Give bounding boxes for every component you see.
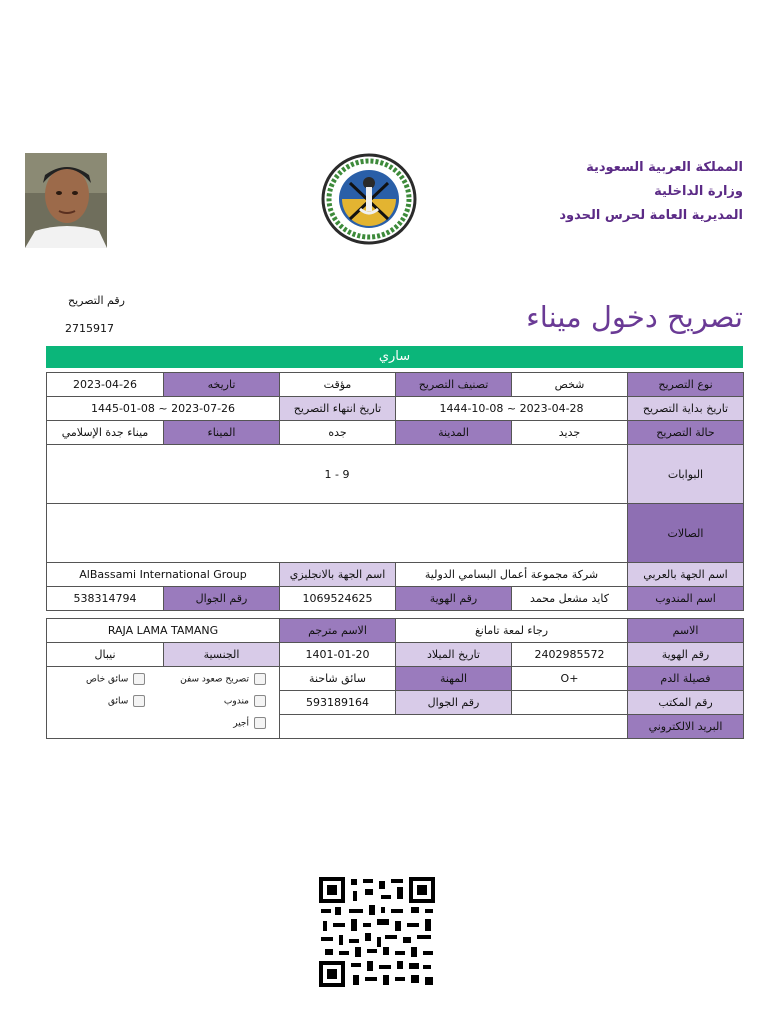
option-hired[interactable]: [233, 717, 266, 729]
permit-end-label: تاريخ انتهاء التصريح: [280, 397, 396, 421]
office-value: [512, 691, 628, 715]
checkbox[interactable]: [254, 673, 266, 685]
name-value: رجاء لمعة تامانغ: [396, 619, 628, 643]
permit-status-bar: ساري: [46, 346, 743, 368]
dob-value: 1401-01-20: [280, 643, 396, 667]
entity-ar-value: شركة مجموعة أعمال البسامي الدولية: [396, 563, 628, 587]
permit-details-table: [46, 372, 744, 611]
halls-value: [47, 504, 628, 563]
id-value: 2402985572: [512, 643, 628, 667]
org-line-directorate: المديرية العامة لحرس الحدود: [559, 208, 743, 223]
gates-value: 9 - 1: [47, 445, 628, 504]
option-label: سائق خاص: [86, 674, 129, 685]
table-row: [47, 445, 744, 504]
option-private-driver[interactable]: [86, 673, 145, 685]
org-line-ministry: وزارة الداخلية: [654, 184, 743, 199]
blood-label: فصيلة الدم: [628, 667, 744, 691]
office-label: رقم المكتب: [628, 691, 744, 715]
rep-label: اسم المندوب: [628, 587, 744, 611]
qr-code: [319, 877, 435, 987]
table-row: [47, 504, 744, 563]
page-title: تصريح دخول ميناء: [526, 300, 743, 334]
permit-number: 2715917: [65, 322, 114, 335]
email-label: البريد الالكتروني: [628, 715, 744, 739]
port-label: الميناء: [164, 421, 280, 445]
border-guard-emblem: [320, 153, 418, 245]
permit-type-value: شخص: [512, 373, 628, 397]
option-ship-boarding[interactable]: [180, 673, 266, 685]
permit-class-label: تصنيف التصريح: [396, 373, 512, 397]
permit-state-label: حالة التصريح: [628, 421, 744, 445]
issuing-authority: [559, 156, 743, 228]
table-row: [47, 619, 744, 643]
option-label: تصريح صعود سفن: [180, 674, 249, 685]
name-label: الاسم: [628, 619, 744, 643]
entity-en-label: اسم الجهة بالانجليزي: [280, 563, 396, 587]
mobile-value: 593189164: [280, 691, 396, 715]
city-label: المدينة: [396, 421, 512, 445]
rep-id-value: 1069524625: [280, 587, 396, 611]
option-label: مندوب: [223, 696, 249, 707]
org-line-kingdom: المملكة العربية السعودية: [586, 160, 743, 175]
permit-date-value: 2023-04-26: [47, 373, 164, 397]
mobile-label: رقم الجوال: [396, 691, 512, 715]
nationality-label: الجنسية: [164, 643, 280, 667]
permit-start-label: تاريخ بداية التصريح: [628, 397, 744, 421]
table-row: [47, 667, 744, 691]
rep-mobile-value: 538314794: [47, 587, 164, 611]
permit-class-value: مؤقت: [280, 373, 396, 397]
entity-en-value: AlBassami International Group: [47, 563, 280, 587]
city-value: جده: [280, 421, 396, 445]
option-delegate[interactable]: [224, 695, 266, 707]
permit-date-label: تاريخه: [164, 373, 280, 397]
option-label: أجير: [233, 718, 249, 729]
table-row: [47, 373, 744, 397]
checkbox[interactable]: [254, 717, 266, 729]
entity-ar-label: اسم الجهة بالعربي: [628, 563, 744, 587]
dob-label: تاريخ الميلاد: [396, 643, 512, 667]
permit-number-label: رقم التصريح: [68, 294, 125, 307]
job-value: سائق شاحنة: [280, 667, 396, 691]
option-label: سائق: [108, 696, 129, 707]
rep-id-label: رقم الهوية: [396, 587, 512, 611]
table-row: [47, 421, 744, 445]
port-value: ميناء جدة الإسلامي: [47, 421, 164, 445]
email-value: [280, 715, 628, 739]
job-label: المهنة: [396, 667, 512, 691]
person-details-table: [46, 618, 744, 739]
holder-photo: [25, 153, 107, 248]
permit-start-value: 2023-04-28 ~ 1444-10-08: [396, 397, 628, 421]
halls-label: الصالات: [628, 504, 744, 563]
rep-mobile-label: رقم الجوال: [164, 587, 280, 611]
table-row: [47, 587, 744, 611]
translated-name-label: الاسم مترجم: [280, 619, 396, 643]
checkbox[interactable]: [133, 673, 145, 685]
option-driver[interactable]: [108, 695, 145, 707]
permit-type-label: نوع التصريح: [628, 373, 744, 397]
table-row: [47, 643, 744, 667]
permit-state-value: جديد: [512, 421, 628, 445]
table-row: [47, 563, 744, 587]
checkbox[interactable]: [133, 695, 145, 707]
checkbox[interactable]: [254, 695, 266, 707]
blood-value: +O: [512, 667, 628, 691]
gates-label: البوابات: [628, 445, 744, 504]
table-row: [47, 397, 744, 421]
translated-name-value: RAJA LAMA TAMANG: [47, 619, 280, 643]
permit-end-value: 2023-07-26 ~ 1445-01-08: [47, 397, 280, 421]
rep-value: كايد مشعل محمد: [512, 587, 628, 611]
id-label: رقم الهوية: [628, 643, 744, 667]
nationality-value: نيبال: [47, 643, 164, 667]
